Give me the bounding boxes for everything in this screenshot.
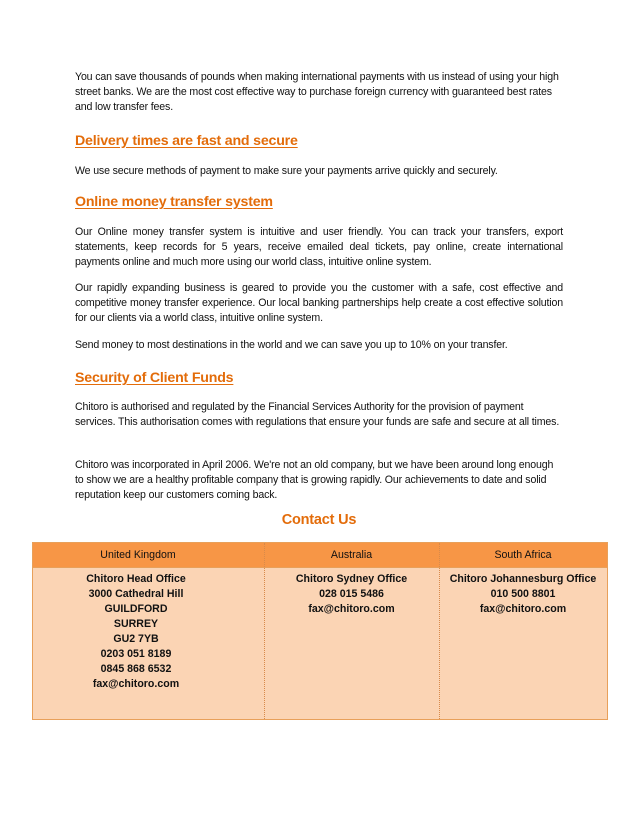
- office-phone: 0203 051 8189: [100, 648, 172, 660]
- section-online-body-1: [75, 225, 563, 270]
- section-security: [75, 370, 563, 386]
- office-phone: 010 500 8801: [490, 588, 556, 600]
- office-phone: 0845 868 6532: [100, 663, 172, 675]
- column-divider: [439, 543, 440, 719]
- section-paragraph: Chitoro is authorised and regulated by the Financial Services Authority for the provision of payment services. This authorisation comes with regulations that ensure your funds are safe and secure at all times.: [75, 401, 560, 428]
- office-name: Chitoro Johannesburg Office: [449, 573, 597, 585]
- intro-block: [75, 70, 563, 115]
- contact-table: [32, 542, 608, 720]
- office-australia: [264, 572, 439, 617]
- office-address: GUILDFORD: [104, 603, 168, 615]
- header-australia: Australia: [330, 549, 373, 561]
- section-online: [75, 194, 563, 210]
- section-online-body-3: [75, 338, 563, 353]
- section-paragraph: Chitoro was incorporated in April 2006. We're not an old company, but we have been around long enough to show we are a healthy profitable company that is growing rapidly. Our achievements to date and solid reputation keep our customers coming back.: [75, 459, 554, 501]
- column-divider: [264, 543, 265, 719]
- office-address: SURREY: [113, 618, 159, 630]
- office-phone: 028 015 5486: [319, 588, 384, 600]
- contact-title: Contact Us: [281, 512, 357, 528]
- section-paragraph: Our Online money transfer system is intuitive and user friendly. You can track your transfers, export statements, keep records for 5 years, receive emailed deal tickets, pay online, create international payments online and much more using our world class, intuitive online system.: [75, 226, 563, 268]
- header-united-kingdom: United Kingdom: [100, 549, 176, 561]
- office-united-kingdom: [33, 572, 239, 692]
- section-online-body-2: [75, 281, 563, 326]
- section-security-body-1: [75, 400, 563, 430]
- section-delivery-body: [75, 164, 563, 179]
- office-email: fax@chitoro.com: [308, 603, 395, 615]
- section-delivery: [75, 133, 563, 149]
- section-paragraph: Send money to most destinations in the world and we can save you up to 10% on your transfer.: [75, 339, 508, 351]
- office-email: fax@chitoro.com: [479, 603, 567, 615]
- office-postcode: GU2 7YB: [113, 633, 159, 645]
- office-name: Chitoro Sydney Office: [295, 573, 408, 585]
- section-heading: Delivery times are fast and secure: [75, 133, 298, 149]
- header-south-africa: South Africa: [494, 549, 552, 561]
- intro-paragraph: You can save thousands of pounds when making international payments with us instead of using your high street banks. We are the most cost effective way to purchase foreign currency with guaranteed best rates and low transfer fees.: [75, 71, 559, 113]
- section-heading: Online money transfer system: [75, 194, 273, 210]
- section-paragraph: We use secure methods of payment to make sure your payments arrive quickly and securely.: [75, 165, 498, 177]
- office-name: Chitoro Head Office: [86, 573, 186, 585]
- section-heading: Security of Client Funds: [75, 370, 234, 386]
- office-address: 3000 Cathedral Hill: [88, 588, 184, 600]
- office-south-africa: [439, 572, 607, 617]
- section-security-body-2: [75, 458, 563, 503]
- office-email: fax@chitoro.com: [92, 678, 180, 690]
- section-paragraph: Our rapidly expanding business is geared to provide you the customer with a safe, cost effective and competitive money transfer experience. Our local banking partnerships help create a cost effective solution for our clients via a world class, intuitive online system.: [75, 282, 563, 324]
